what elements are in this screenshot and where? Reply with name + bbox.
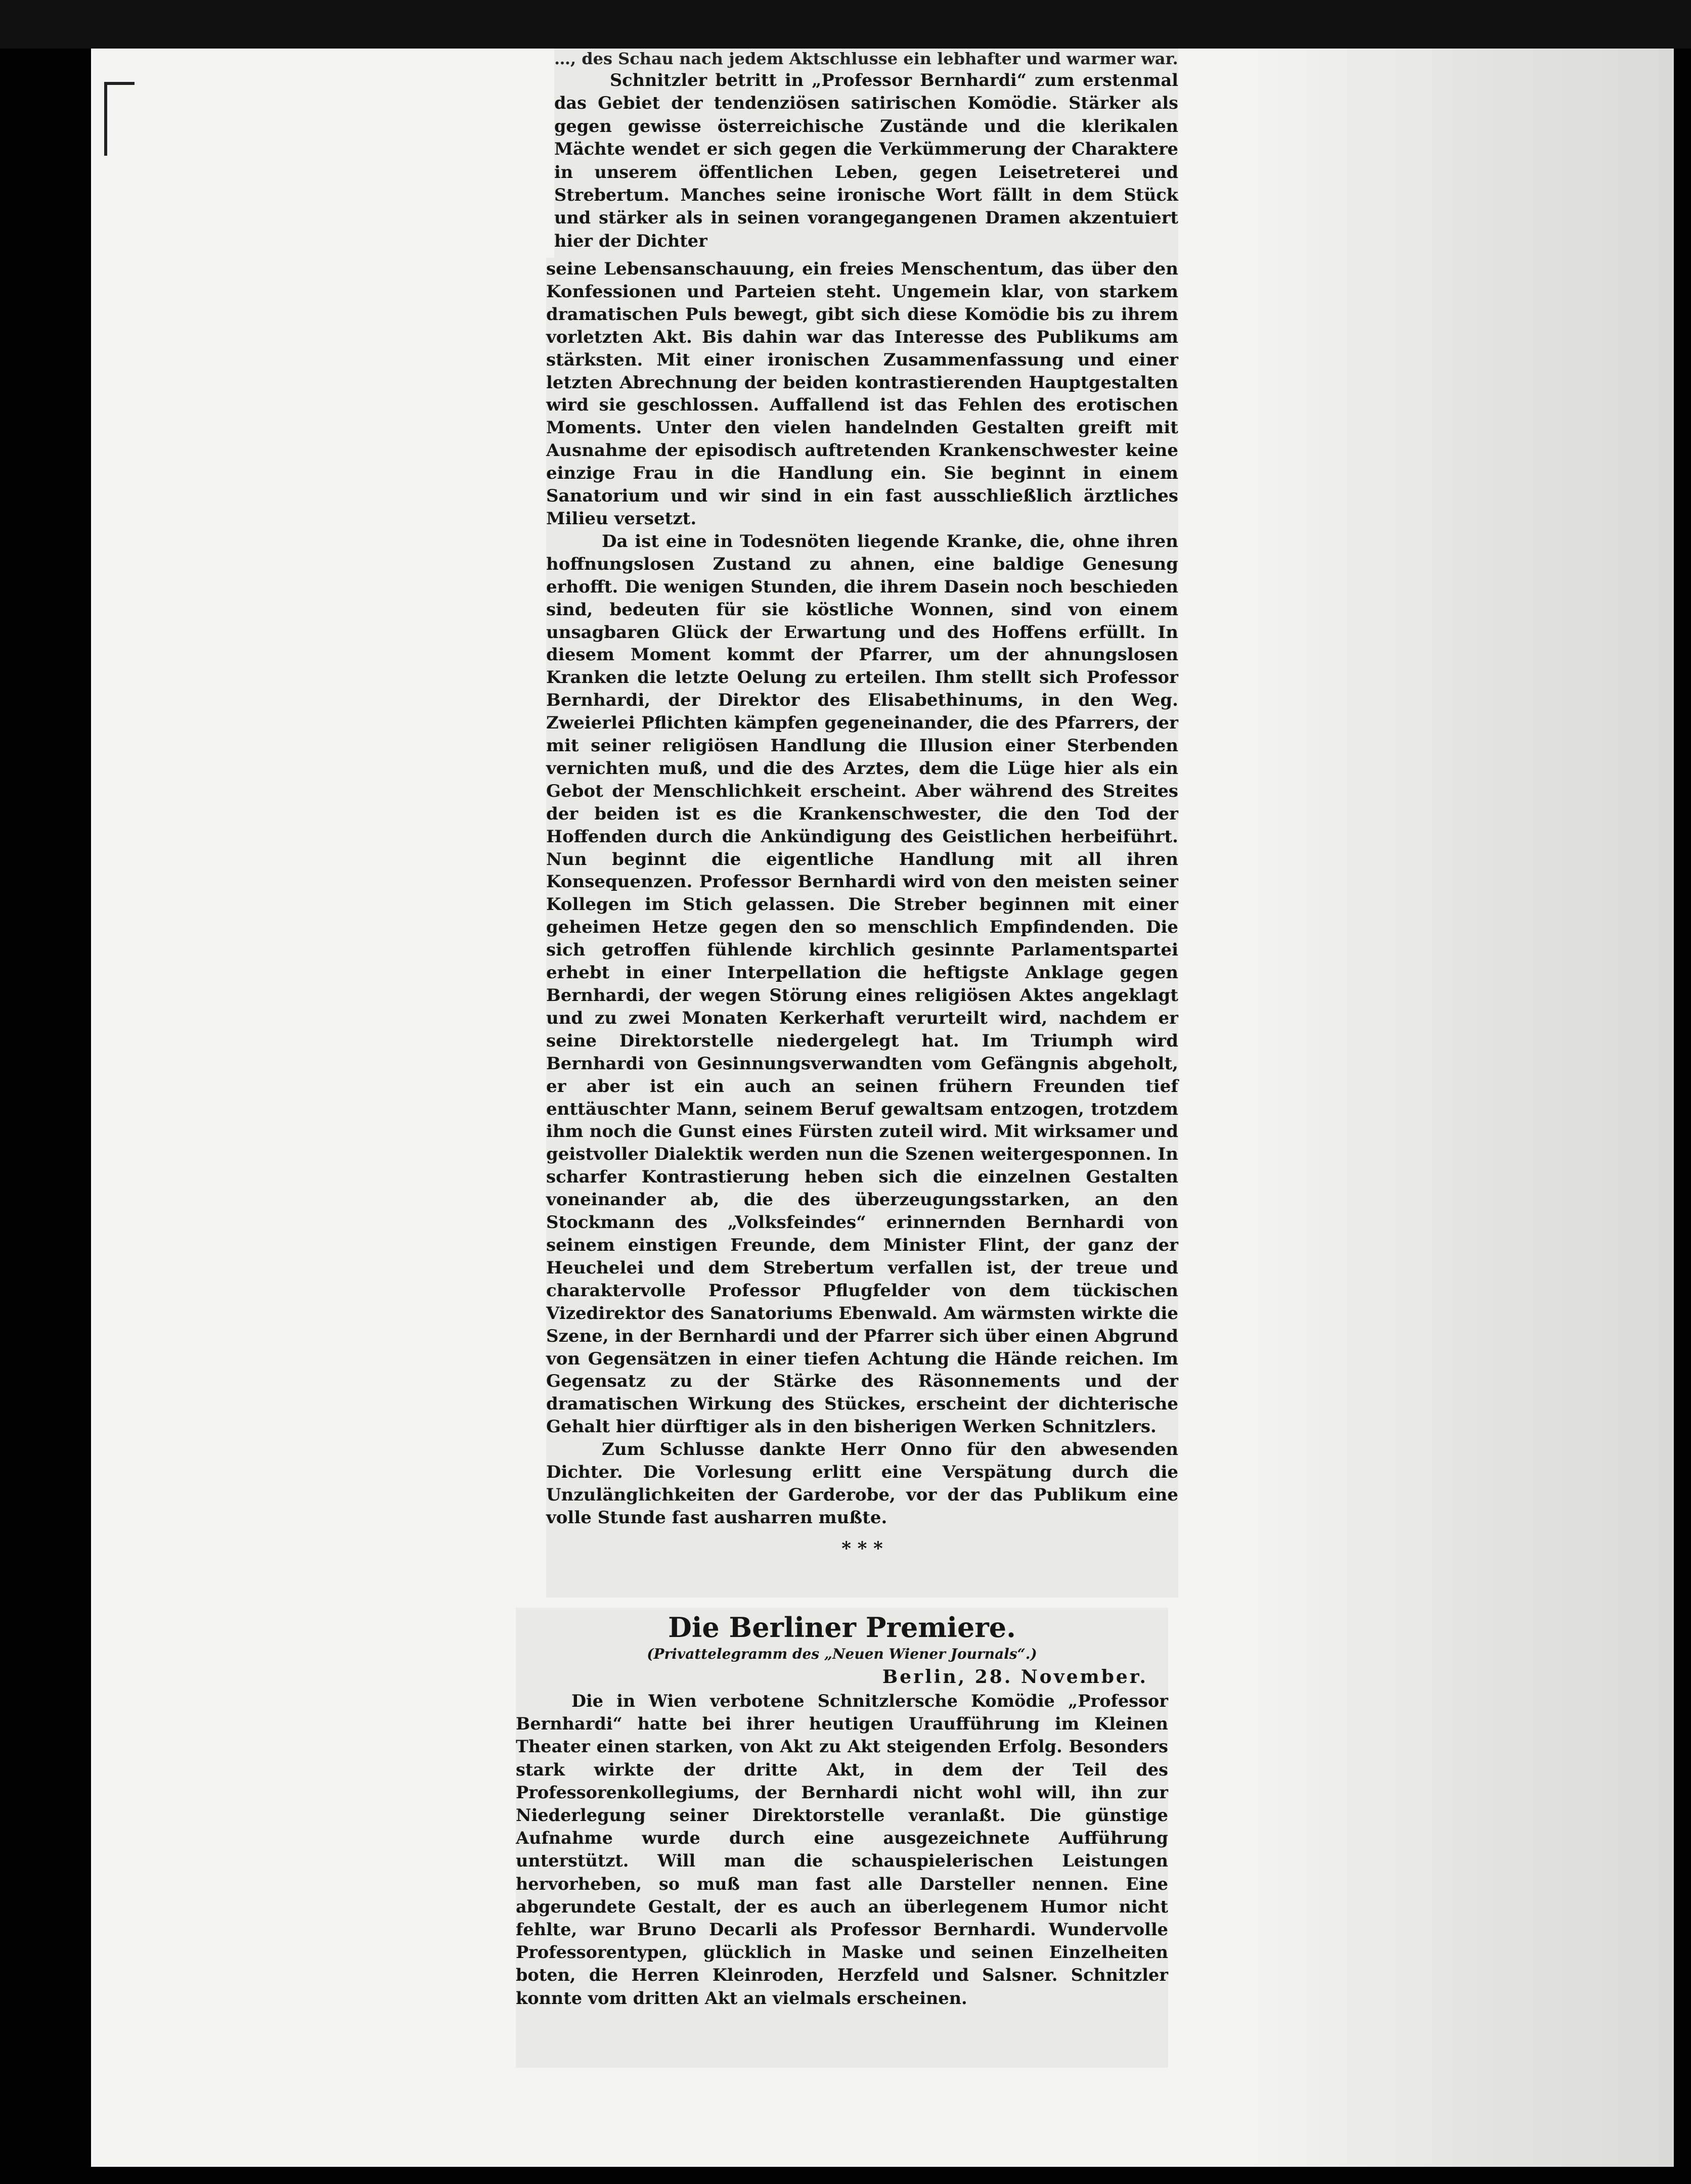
review-paragraph-1: seine Lebensanschauung, ein freies Menschentum, das über den Konfessionen und Parteien steht. Ungemein klar, von starkem dramatischen Puls bewegt, gibt sich diese Komödie bis zu ihrem vorletzten Akt. Bis dahin war das Interesse des Publikums am stärksten. Mit einer ironischen Zusammenfassung und einer letzten Abrechnung der beiden kontrastierenden Hauptgestalten wird sie geschlossen. Auffallend ist das Fehlen des erotischen Moments. Unter den vielen handelnden Gestalten greift mit Ausnahme der episodisch auftretenden Krankenschwester keine einzige Frau in die Handlung ein. Sie beginnt in einem Sanatorium und wir sind in ein fast ausschließlich ärztliches Milieu versetzt. <box>546 259 1178 529</box>
section-divider: * * * <box>841 1537 883 1559</box>
clipping-review-body <box>546 258 1178 1598</box>
article-headline: Die Berliner Premiere. <box>668 1611 1016 1644</box>
clipping-berlin-premiere <box>516 1608 1168 2068</box>
article-subheadline: (Privattelegramm des „Neuen Wiener Journals“.) <box>647 1646 1037 1662</box>
review-paragraph-2: Da ist eine in Todesnöten liegende Kranke, die, ohne ihren hoffnungslosen Zustand zu ahnen, eine baldige Genesung erhofft. Die wenigen Stunden, die ihrem Dasein noch beschieden sind, bedeuten für sie köstliche Wonnen, sind von einem unsagbaren Glück der Erwartung und des Hoffens erfüllt. In diesem Moment kommt der Pfarrer, um der ahnungslosen Kranken die letzte Oelung zu erteilen. Ihm stellt sich Professor Bernhardi, der Direktor des Elisabethinums, in den Weg. Zweierlei Pflichten kämpfen gegeneinander, die des Pfarrers, der mit seiner religiösen Handlung die Illusion einer Sterbenden vernichten muß, und die des Arztes, dem die Lüge hier als ein Gebot der Menschlichkeit erscheint. Aber während des Streites der beiden ist es die Krankenschwester, die den Tod der Hoffenden durch die Ankündigung des Geistlichen herbeiführt. Nun beginnt die eigentliche Handlung mit all ihren Konsequenzen. Professor Bernhardi wird von den meisten seiner Kollegen im Stich gelassen. Die Streber beginnen mit einer geheimen Hetze gegen den so menschlich Empfindenden. Die sich getroffen fühlende kirchlich gesinnte Parlamentspartei erhebt in einer Interpellation die heftigste Anklage gegen Bernhardi, der wegen Störung eines religiösen Aktes angeklagt und zu zwei Monaten Kerkerhaft verurteilt wird, nachdem er seine Direktorstelle niedergelegt hat. Im Triumph wird Bernhardi von Gesinnungsverwandten vom Gefängnis abgeholt, er aber ist ein auch an seinen frühern Freunden tief enttäuschter Mann, seinem Beruf gewaltsam entzogen, trotzdem ihm noch die Gunst eines Fürsten zuteil wird. Mit wirksamer und geistvoller Dialektik werden nun die Szenen weitergesponnen. In scharfer Kontrastierung heben sich die einzelnen Gestalten voneinander ab, die des überzeugungsstarken, an den Stockmann des „Volksfeindes“ erinnernden Bernhardi von seinem einstigen Freunde, dem Minister Flint, der ganz der Heuchelei und dem Strebertum verfallen ist, der treue und charaktervolle Professor Pflugfelder von dem tückischen Vizedirektor des Sanatoriums Ebenwald. Am wärmsten wirkte die Szene, in der Bernhardi und der Pfarrer sich über einen Abgrund von Gegensätzen in einer tiefen Achtung die Hände reichen. Im Gegensatz zu der Stärke des Räsonnements und der dramatischen Wirkung des Stückes, erscheint der dichterische Gehalt hier dürftiger als in den bisherigen Werken Schnitzlers. <box>546 531 1178 1437</box>
scan-border-top <box>0 0 1691 49</box>
clipping-top <box>554 49 1178 261</box>
intro-paragraph: Schnitzler betritt in „Professor Bernhardi“ zum erstenmal das Gebiet der tendenziösen satirischen Komödie. Stärker als gegen gewisse österreichische Zustände und die klerikalen Mächte wendet er sich gegen die Verkümmerung der Charaktere in unserem öffentlichen Leben, gegen Leisetreterei und Strebertum. Manches seine ironische Wort fällt in dem Stück und stärker als in seinen vorangegangenen Dramen akzentuiert hier der Dichter <box>554 70 1178 251</box>
corner-mark <box>104 82 135 156</box>
premiere-paragraph: Die in Wien verbotene Schnitzlersche Komödie „Professor Bernhardi“ hatte bei ihrer heutigen Uraufführung im Kleinen Theater einen starken, von Akt zu Akt steigenden Erfolg. Besonders stark wirkte der dritte Akt, in dem der Teil des Professorenkollegiums, der Bernhardi nicht wohl will, ihn zur Niederlegung seiner Direktorstelle veranlaßt. Die günstige Aufnahme wurde durch eine ausgezeichnete Aufführung unterstützt. Will man die schauspielerischen Leistungen hervorheben, so muß man fast alle Darsteller nennen. Eine abgerundete Gestalt, der es auch an überlegenem Humor nicht fehlte, war Bruno Decarli als Professor Bernhardi. Wundervolle Professorentypen, glücklich in Maske und seinen Einzelheiten boten, die Herren Kleinroden, Herzfeld und Salsner. Schnitzler konnte vom dritten Akt an vielmals erscheinen. <box>516 1691 1168 2008</box>
review-paragraph-3: Zum Schlusse dankte Herr Onno für den abwesenden Dichter. Die Vorlesung erlitt eine Verspätung durch die Unzulänglichkeiten der Garderobe, vor der das Publikum eine volle Stunde fast ausharren mußte. <box>546 1439 1178 1528</box>
article-dateline: Berlin, 28. November. <box>882 1666 1148 1688</box>
top-fragment: …, des Schau nach jedem Aktschlusse ein lebhafter und warmer war. <box>554 49 1178 68</box>
page-shadow <box>1254 49 1674 2167</box>
